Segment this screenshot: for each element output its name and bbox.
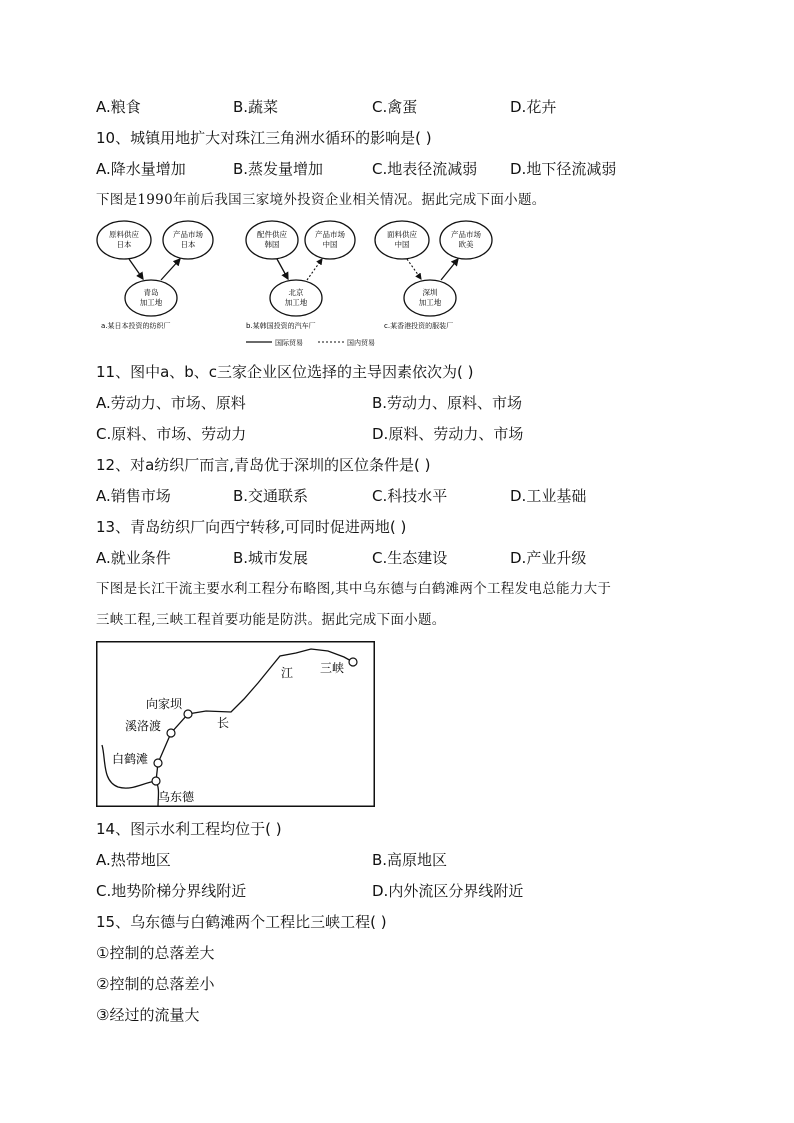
xiluodu-marker [167, 729, 175, 737]
q11-stem: 11、图中a、b、c三家企业区位选择的主导因素依次为( ) [96, 363, 474, 381]
q12-option-d[interactable]: D.工业基础 [510, 487, 587, 505]
q11-option-b[interactable]: B.劳动力、原料、市场 [372, 394, 523, 412]
q15-stem: 15、乌东德与白鹤滩两个工程比三峡工程( ) [96, 913, 387, 931]
svg-text:日本: 日本 [116, 240, 132, 249]
q15-item-1: ①控制的总落差大 [96, 944, 215, 962]
q14-stem: 14、图示水利工程均位于( ) [96, 820, 282, 838]
q10-option-b[interactable]: B.蒸发量增加 [233, 160, 324, 178]
svg-text:韩国: 韩国 [264, 240, 280, 249]
svg-text:日本: 日本 [180, 240, 196, 249]
q14-option-d[interactable]: D.内外流区分界线附近 [372, 882, 524, 900]
q13-option-d[interactable]: D.产业升级 [510, 549, 587, 567]
intro-paragraph-1: 下图是1990年前后我国三家境外投资企业相关情况。据此完成下面小题。 [96, 192, 546, 208]
svg-text:配件供应: 配件供应 [257, 230, 287, 239]
svg-text:加工地: 加工地 [284, 298, 308, 307]
intro-paragraph-2-line-2: 三峡工程,三峡工程首要功能是防洪。据此完成下面小题。 [96, 612, 446, 628]
svg-text:深圳: 深圳 [422, 288, 438, 297]
q15-item-2: ②控制的总落差小 [96, 975, 215, 993]
q13-option-a[interactable]: A.就业条件 [96, 549, 171, 567]
q10-option-a[interactable]: A.降水量增加 [96, 160, 186, 178]
q14-option-c[interactable]: C.地势阶梯分界线附近 [96, 882, 247, 900]
xiangjiaba-marker [184, 710, 192, 718]
label-xiluodu: 溪洛渡 [125, 719, 162, 733]
q11-option-c[interactable]: C.原料、市场、劳动力 [96, 425, 247, 443]
q12-stem: 12、对a纺织厂而言,青岛优于深圳的区位条件是( ) [96, 456, 431, 474]
q14-option-b[interactable]: B.高原地区 [372, 851, 448, 869]
svg-text:产品市场: 产品市场 [451, 230, 481, 239]
svg-text:青岛: 青岛 [143, 288, 159, 297]
svg-text:加工地: 加工地 [139, 298, 163, 307]
q12-option-c[interactable]: C.科技水平 [372, 487, 448, 505]
svg-text:国内贸易: 国内贸易 [347, 339, 375, 347]
figure-enterprises [96, 220, 496, 350]
q13-option-b[interactable]: B.城市发展 [233, 549, 309, 567]
baihetan-marker [154, 759, 162, 767]
svg-text:b.某韩国投资的汽车厂: b.某韩国投资的汽车厂 [246, 322, 316, 330]
q11-option-a[interactable]: A.劳动力、市场、原料 [96, 394, 246, 412]
svg-text:面料供应: 面料供应 [387, 230, 417, 239]
label-baihetan: 白鹤滩 [112, 752, 149, 766]
svg-text:原料供应: 原料供应 [109, 230, 139, 239]
q13-option-c[interactable]: C.生态建设 [372, 549, 448, 567]
svg-text:中国: 中国 [394, 240, 410, 249]
wudongde-marker [152, 777, 160, 785]
label-sanxia: 三峡 [320, 661, 345, 675]
svg-text:c.某香港投资的服装厂: c.某香港投资的服装厂 [384, 322, 454, 330]
label-jiang: 江 [281, 666, 294, 680]
q14-option-a[interactable]: A.热带地区 [96, 851, 171, 869]
svg-text:北京: 北京 [288, 288, 304, 297]
q15-item-3: ③经过的流量大 [96, 1006, 200, 1024]
svg-text:国际贸易: 国际贸易 [275, 339, 303, 347]
q10-stem: 10、城镇用地扩大对珠江三角洲水循环的影响是( ) [96, 129, 432, 147]
label-xiangjiaba: 向家坝 [146, 697, 183, 711]
label-wudongde: 乌东德 [158, 790, 195, 804]
q10-option-d[interactable]: D.地下径流减弱 [510, 160, 617, 178]
q13-stem: 13、青岛纺织厂向西宁转移,可同时促进两地( ) [96, 518, 407, 536]
q12-option-a[interactable]: A.销售市场 [96, 487, 171, 505]
svg-text:中国: 中国 [322, 240, 338, 249]
q9-option-a[interactable]: A.粮食 [96, 98, 141, 116]
q10-option-c[interactable]: C.地表径流减弱 [372, 160, 478, 178]
sanxia-marker [349, 658, 357, 666]
panel-c [375, 221, 492, 330]
intro-paragraph-2-line-1: 下图是长江干流主要水利工程分布略图,其中乌东德与白鹤滩两个工程发电总能力大于 [96, 581, 612, 597]
svg-text:欧美: 欧美 [458, 240, 474, 249]
panel-b [246, 221, 355, 330]
q9-option-b[interactable]: B.蔬菜 [233, 98, 279, 116]
svg-text:产品市场: 产品市场 [173, 230, 203, 239]
label-chang: 长 [217, 716, 230, 730]
svg-text:产品市场: 产品市场 [315, 230, 345, 239]
figure-yangtze-map [96, 641, 375, 807]
q11-option-d[interactable]: D.原料、劳动力、市场 [372, 425, 524, 443]
q9-option-c[interactable]: C.禽蛋 [372, 98, 418, 116]
q9-option-d[interactable]: D.花卉 [510, 98, 557, 116]
q12-option-b[interactable]: B.交通联系 [233, 487, 309, 505]
figure1-legend [246, 338, 375, 347]
panel-a [97, 221, 213, 330]
svg-text:加工地: 加工地 [418, 298, 442, 307]
svg-text:a.某日本投资的纺织厂: a.某日本投资的纺织厂 [101, 322, 171, 330]
